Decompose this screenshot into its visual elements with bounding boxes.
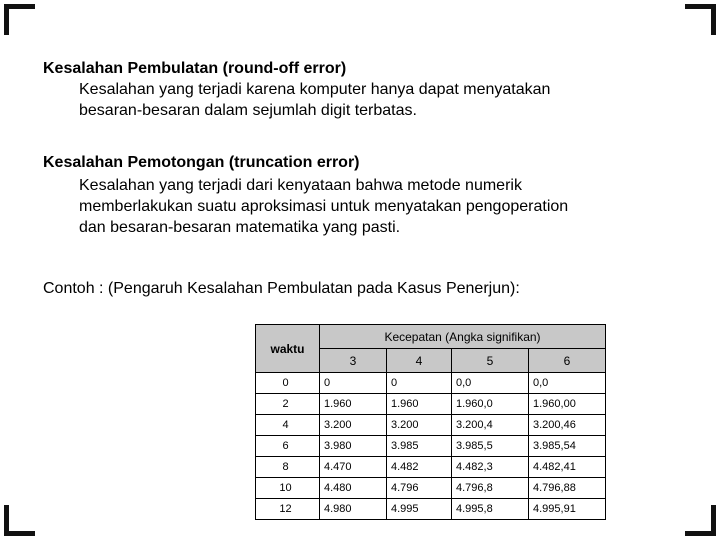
- time-cell: 8: [256, 457, 320, 478]
- digit-header: 3: [320, 349, 387, 373]
- value-cell: 4.995,91: [529, 499, 606, 520]
- time-cell: 10: [256, 478, 320, 499]
- roundoff-title: Kesalahan Pembulatan (round-off error): [43, 60, 347, 77]
- example-label: Contoh : (Pengaruh Kesalahan Pembulatan pada Kasus Penerjun):: [43, 280, 520, 297]
- value-cell: 3.200: [320, 415, 387, 436]
- table-row: [256, 394, 606, 415]
- value-cell: 0: [387, 373, 452, 394]
- digit-header: 4: [387, 349, 452, 373]
- value-cell: 0,0: [529, 373, 606, 394]
- time-cell: 6: [256, 436, 320, 457]
- table-row: [256, 373, 606, 394]
- roundoff-description: Kesalahan yang terjadi karena komputer hanya dapat menyatakan besaran-besaran dalam sejumlah digit terbatas.: [79, 81, 551, 119]
- value-cell: 1.960,0: [452, 394, 529, 415]
- table-row: [256, 499, 606, 520]
- time-cell: 0: [256, 373, 320, 394]
- table-row: [256, 436, 606, 457]
- value-cell: 3.985: [387, 436, 452, 457]
- corner-mark-bottom-right: [685, 505, 716, 536]
- value-cell: 1.960,00: [529, 394, 606, 415]
- value-cell: 3.985,5: [452, 436, 529, 457]
- value-cell: 4.796,88: [529, 478, 606, 499]
- rounding-effect-table: [255, 324, 606, 520]
- time-cell: 4: [256, 415, 320, 436]
- value-cell: 4.482,3: [452, 457, 529, 478]
- value-cell: 0: [320, 373, 387, 394]
- corner-mark-top-right: [685, 4, 716, 35]
- value-cell: 4.796: [387, 478, 452, 499]
- corner-mark-top-left: [4, 4, 35, 35]
- time-header: waktu: [256, 325, 320, 373]
- time-cell: 2: [256, 394, 320, 415]
- value-cell: 0,0: [452, 373, 529, 394]
- value-cell: 4.470: [320, 457, 387, 478]
- value-cell: 1.960: [320, 394, 387, 415]
- value-cell: 3.200,4: [452, 415, 529, 436]
- value-cell: 4.995,8: [452, 499, 529, 520]
- value-cell: 3.200,46: [529, 415, 606, 436]
- value-cell: 4.995: [387, 499, 452, 520]
- corner-mark-bottom-left: [4, 505, 35, 536]
- value-cell: 4.480: [320, 478, 387, 499]
- value-cell: 1.960: [387, 394, 452, 415]
- digit-header: 5: [452, 349, 529, 373]
- value-cell: 3.980: [320, 436, 387, 457]
- truncation-description: Kesalahan yang terjadi dari kenyataan bahwa metode numerik memberlakukan suatu aproksimasi untuk menyatakan pengoperation dan besaran-besaran matematika yang pasti.: [79, 177, 569, 236]
- value-cell: 4.980: [320, 499, 387, 520]
- table-row: [256, 415, 606, 436]
- value-cell: 4.482: [387, 457, 452, 478]
- table-row: [256, 457, 606, 478]
- value-cell: 4.482,41: [529, 457, 606, 478]
- value-cell: 3.985,54: [529, 436, 606, 457]
- truncation-title: Kesalahan Pemotongan (truncation error): [43, 154, 360, 171]
- table-row: [256, 478, 606, 499]
- velocity-group-header: Kecepatan (Angka signifikan): [320, 325, 606, 349]
- time-cell: 12: [256, 499, 320, 520]
- value-cell: 4.796,8: [452, 478, 529, 499]
- value-cell: 3.200: [387, 415, 452, 436]
- digit-header: 6: [529, 349, 606, 373]
